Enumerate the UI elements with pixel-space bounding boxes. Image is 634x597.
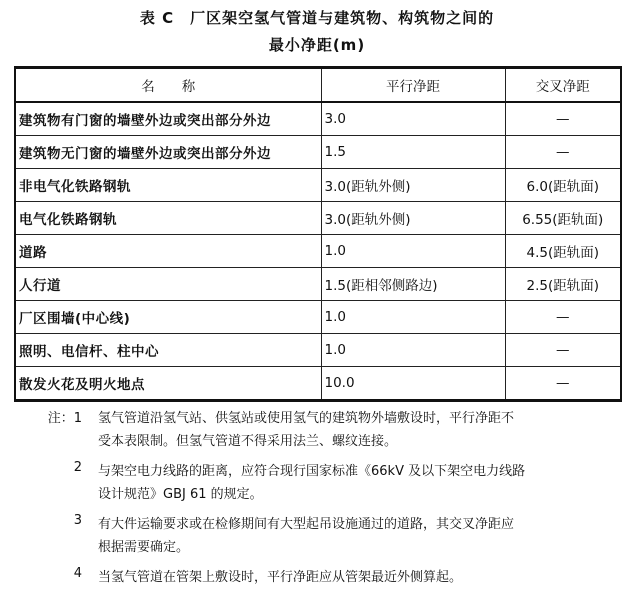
row-parallel: 3.0 xyxy=(321,102,505,136)
row-name: 非电气化铁路钢轨 xyxy=(15,169,321,202)
header-cross-clearance: 交叉净距 xyxy=(505,68,621,103)
note-number: 3 xyxy=(73,513,82,528)
row-cross: — xyxy=(505,136,621,169)
row-name: 建筑物无门窗的墙壁外边或突出部分外边 xyxy=(15,136,321,169)
header-name: 名 称 xyxy=(15,68,321,103)
row-parallel: 1.0 xyxy=(321,334,505,367)
row-cross: 6.55(距轨面) xyxy=(505,202,621,235)
row-name: 厂区围墙(中心线) xyxy=(15,301,321,334)
table-row xyxy=(15,102,621,136)
row-parallel: 10.0 xyxy=(321,367,505,401)
table-row xyxy=(15,136,621,169)
table-row xyxy=(15,301,621,334)
row-cross: — xyxy=(505,334,621,367)
table-header-row xyxy=(15,68,621,103)
note-line: 与架空电力线路的距离，应符合现行国家标准《66kV 及以下架空电力线路 xyxy=(98,464,526,479)
table-row xyxy=(15,367,621,401)
table-row xyxy=(15,334,621,367)
row-parallel: 1.5 xyxy=(321,136,505,169)
note-item xyxy=(28,407,628,453)
note-number: 注：1 xyxy=(47,411,82,426)
row-cross: — xyxy=(505,301,621,334)
row-cross: — xyxy=(505,102,621,136)
row-name: 建筑物有门窗的墙壁外边或突出部分外边 xyxy=(15,102,321,136)
table-title: 表 C 厂区架空氢气管道与建筑物、构筑物之间的 xyxy=(139,9,495,27)
note-item xyxy=(28,566,628,589)
header-parallel-clearance: 平行净距 xyxy=(321,68,505,103)
row-parallel: 1.0 xyxy=(321,235,505,268)
note-number: 2 xyxy=(73,460,82,475)
row-name: 电气化铁路钢轨 xyxy=(15,202,321,235)
note-line: 设计规范》GBJ 61 的规定。 xyxy=(98,487,263,502)
row-parallel: 1.5(距相邻侧路边) xyxy=(321,268,505,301)
clearance-table xyxy=(14,66,622,402)
row-cross: 2.5(距轨面) xyxy=(505,268,621,301)
row-name: 人行道 xyxy=(15,268,321,301)
note-line: 根据需要确定。 xyxy=(98,540,190,555)
table-row xyxy=(15,169,621,202)
row-name: 散发火花及明火地点 xyxy=(15,367,321,401)
note-line: 有大件运输要求或在检修期间有大型起吊设施通过的道路，其交叉净距应 xyxy=(98,517,515,532)
row-name: 道路 xyxy=(15,235,321,268)
row-cross: — xyxy=(505,367,621,401)
row-cross: 6.0(距轨面) xyxy=(505,169,621,202)
table-subtitle: 最小净距(m) xyxy=(268,36,366,54)
note-line: 氢气管道沿氢气站、供氢站或使用氢气的建筑物外墙敷设时，平行净距不 xyxy=(98,411,515,426)
note-line: 当氢气管道在管架上敷设时，平行净距应从管架最近外侧算起。 xyxy=(98,570,463,585)
row-parallel: 1.0 xyxy=(321,301,505,334)
note-line: 受本表限制。但氢气管道不得采用法兰、螺纹连接。 xyxy=(98,434,398,449)
note-item xyxy=(28,513,628,559)
table-row xyxy=(15,235,621,268)
row-name: 照明、电信杆、柱中心 xyxy=(15,334,321,367)
table-row xyxy=(15,202,621,235)
note-number: 4 xyxy=(73,566,82,581)
note-item xyxy=(28,460,628,506)
row-parallel: 3.0(距轨外侧) xyxy=(321,169,505,202)
table-row xyxy=(15,268,621,301)
notes-section xyxy=(28,407,628,589)
row-parallel: 3.0(距轨外侧) xyxy=(321,202,505,235)
row-cross: 4.5(距轨面) xyxy=(505,235,621,268)
